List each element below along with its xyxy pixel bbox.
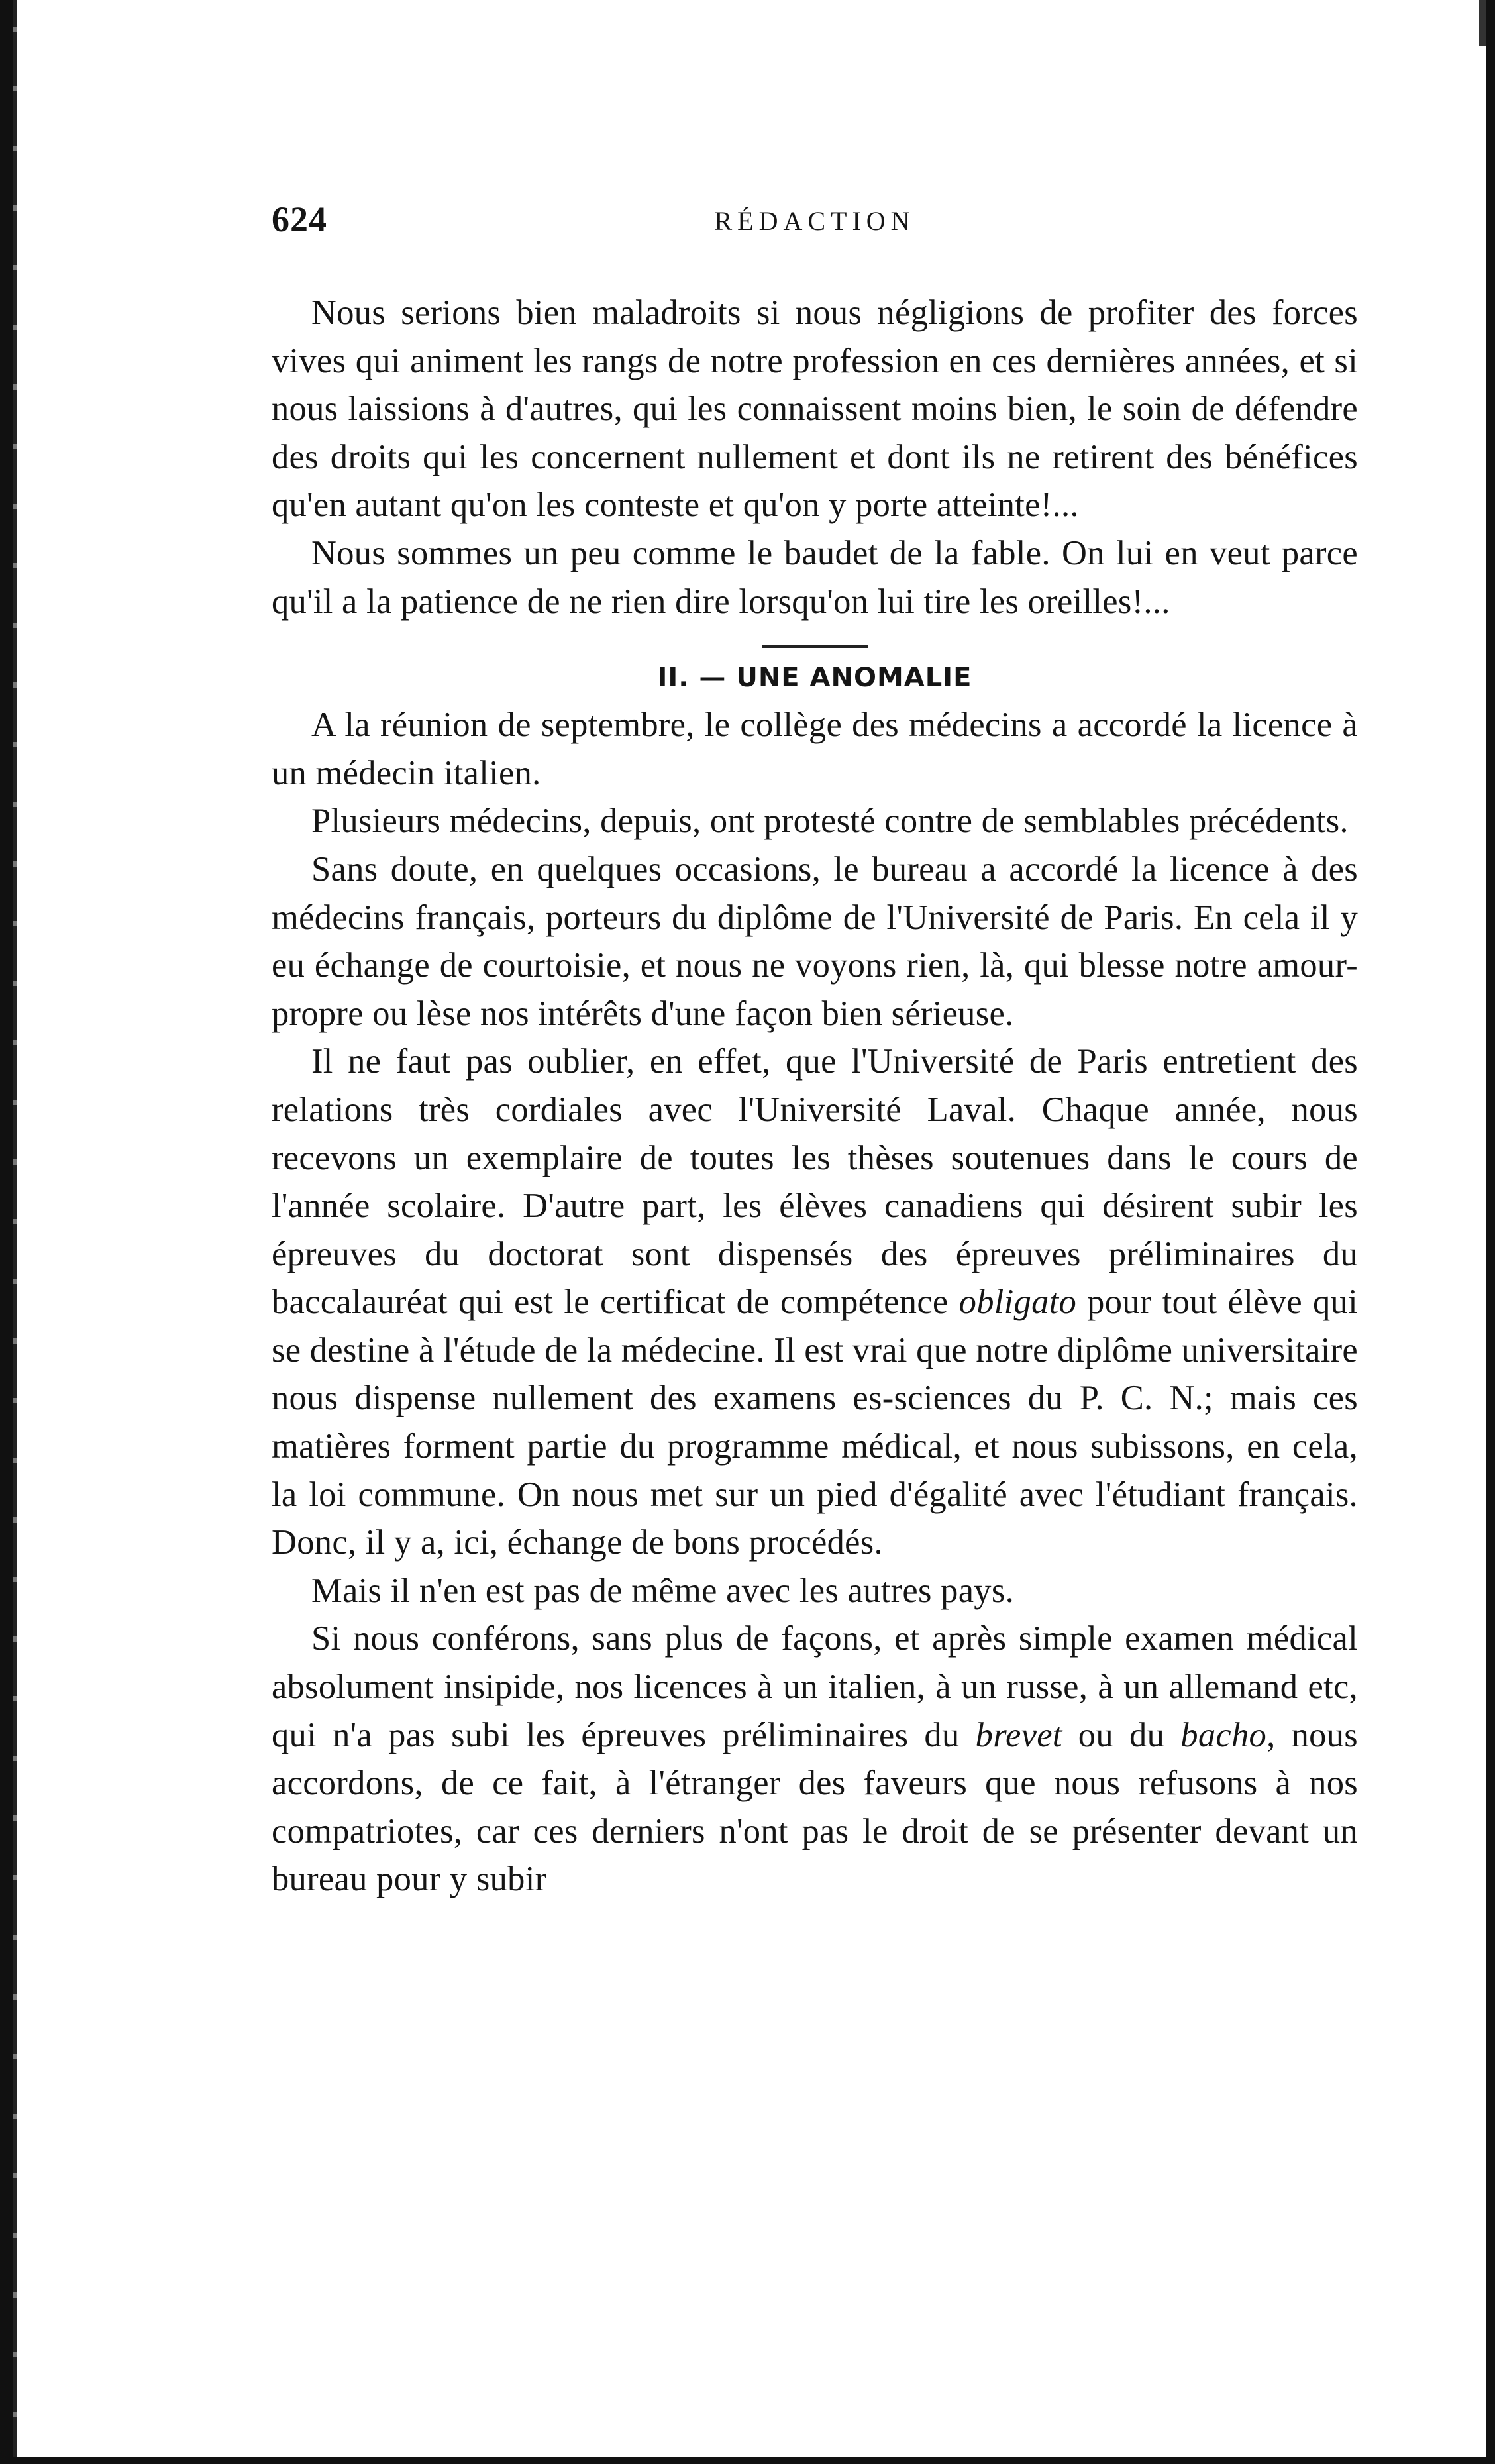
page-body [272,289,1358,1903]
paragraph: Plusieurs médecins, depuis, ont protesté contre de semblables précédents. [311,802,1349,841]
paragraph: Sans doute, en quelques occasions, le bureau a accordé la licence à des médecins français, porteurs du diplôme de l'Université de Paris. En cela il y eu échange de courtoisie, et nous ne voyons rien, là, qui blesse notre amour-propre ou lèse nos intérêts d'une façon bien sérieuse. [272,849,1358,1033]
text-run: Si nous conférons, sans plus de façons, et après simple examen médical absolument insipide, nos licences à un italien, à un russe, à un allemand etc, qui n'a pas subi les épreuves préliminaires du [272,1619,1358,1754]
paragraph: Nous serions bien maladroits si nous négligions de profiter des forces vives qui animent les rangs de notre profession en ces dernières années, et si nous laissions à d'autres, qui les connaissent moins bien, le soin de défendre des droits qui les concernent nullement et dont ils ne retirent des bénéfices qu'en autant qu'on les conteste et qu'on y porte atteinte!... [272,294,1358,525]
paragraph [272,1038,1358,1567]
book-page [272,199,1358,1903]
text-run: pour tout élève qui se destine à l'étude de la médecine. Il est vrai que notre diplôme universitaire nous dispense nullement des examens es-sciences du P. C. N.; mais ces matières forment partie du programme médical, et nous subissons, en cela, la loi commune. On nous met sur un pied d'égalité avec l'étudiant français. Donc, il y a, ici, échange de bons procédés. [272,1283,1359,1562]
text-run: Il ne faut pas oublier, en effet, que l'Université de Paris entretient des relations très cordiales avec l'Université Laval. Chaque année, nous recevons un exemplaire de toutes les thèses soutenues dans le cours de l'année scolaire. D'autre part, les élèves canadiens qui désirent subir les épreuves du doctorat sont dispensés des épreuves préliminaires du baccalauréat qui est le certificat de compétence [272,1042,1358,1322]
section-divider [762,645,868,648]
paragraph: Mais il n'en est pas de même avec les autres pays. [311,1571,1015,1610]
paragraph: A la réunion de septembre, le collège des médecins a accordé la licence à un médecin italien. [272,706,1358,792]
text-run: , nous accordons, de ce fait, à l'étranger des faveurs que nous refusons à nos compatriotes, car ces derniers n'ont pas le droit de se présenter devant un bureau pour y subir [272,1715,1359,1899]
section-heading: II. — UNE ANOMALIE [657,663,972,694]
page-header [272,199,1358,252]
paragraph: Nous sommes un peu comme le baudet de la fable. On lui en veut parce qu'il a la patience de ne rien dire lorsqu'on lui tire les oreilles!... [272,533,1358,621]
italic-term: brevet [975,1715,1062,1754]
running-head: RÉDACTION [714,206,915,236]
italic-term: obligato [958,1283,1077,1322]
scan-right-edge [1486,0,1495,2464]
italic-term: bacho [1180,1715,1267,1754]
paragraph [272,1615,1358,1903]
scan-left-edge [0,0,13,2464]
text-run: ou du [1062,1715,1181,1754]
page-number: 624 [272,199,327,239]
scan-bottom-edge [13,2457,1486,2464]
